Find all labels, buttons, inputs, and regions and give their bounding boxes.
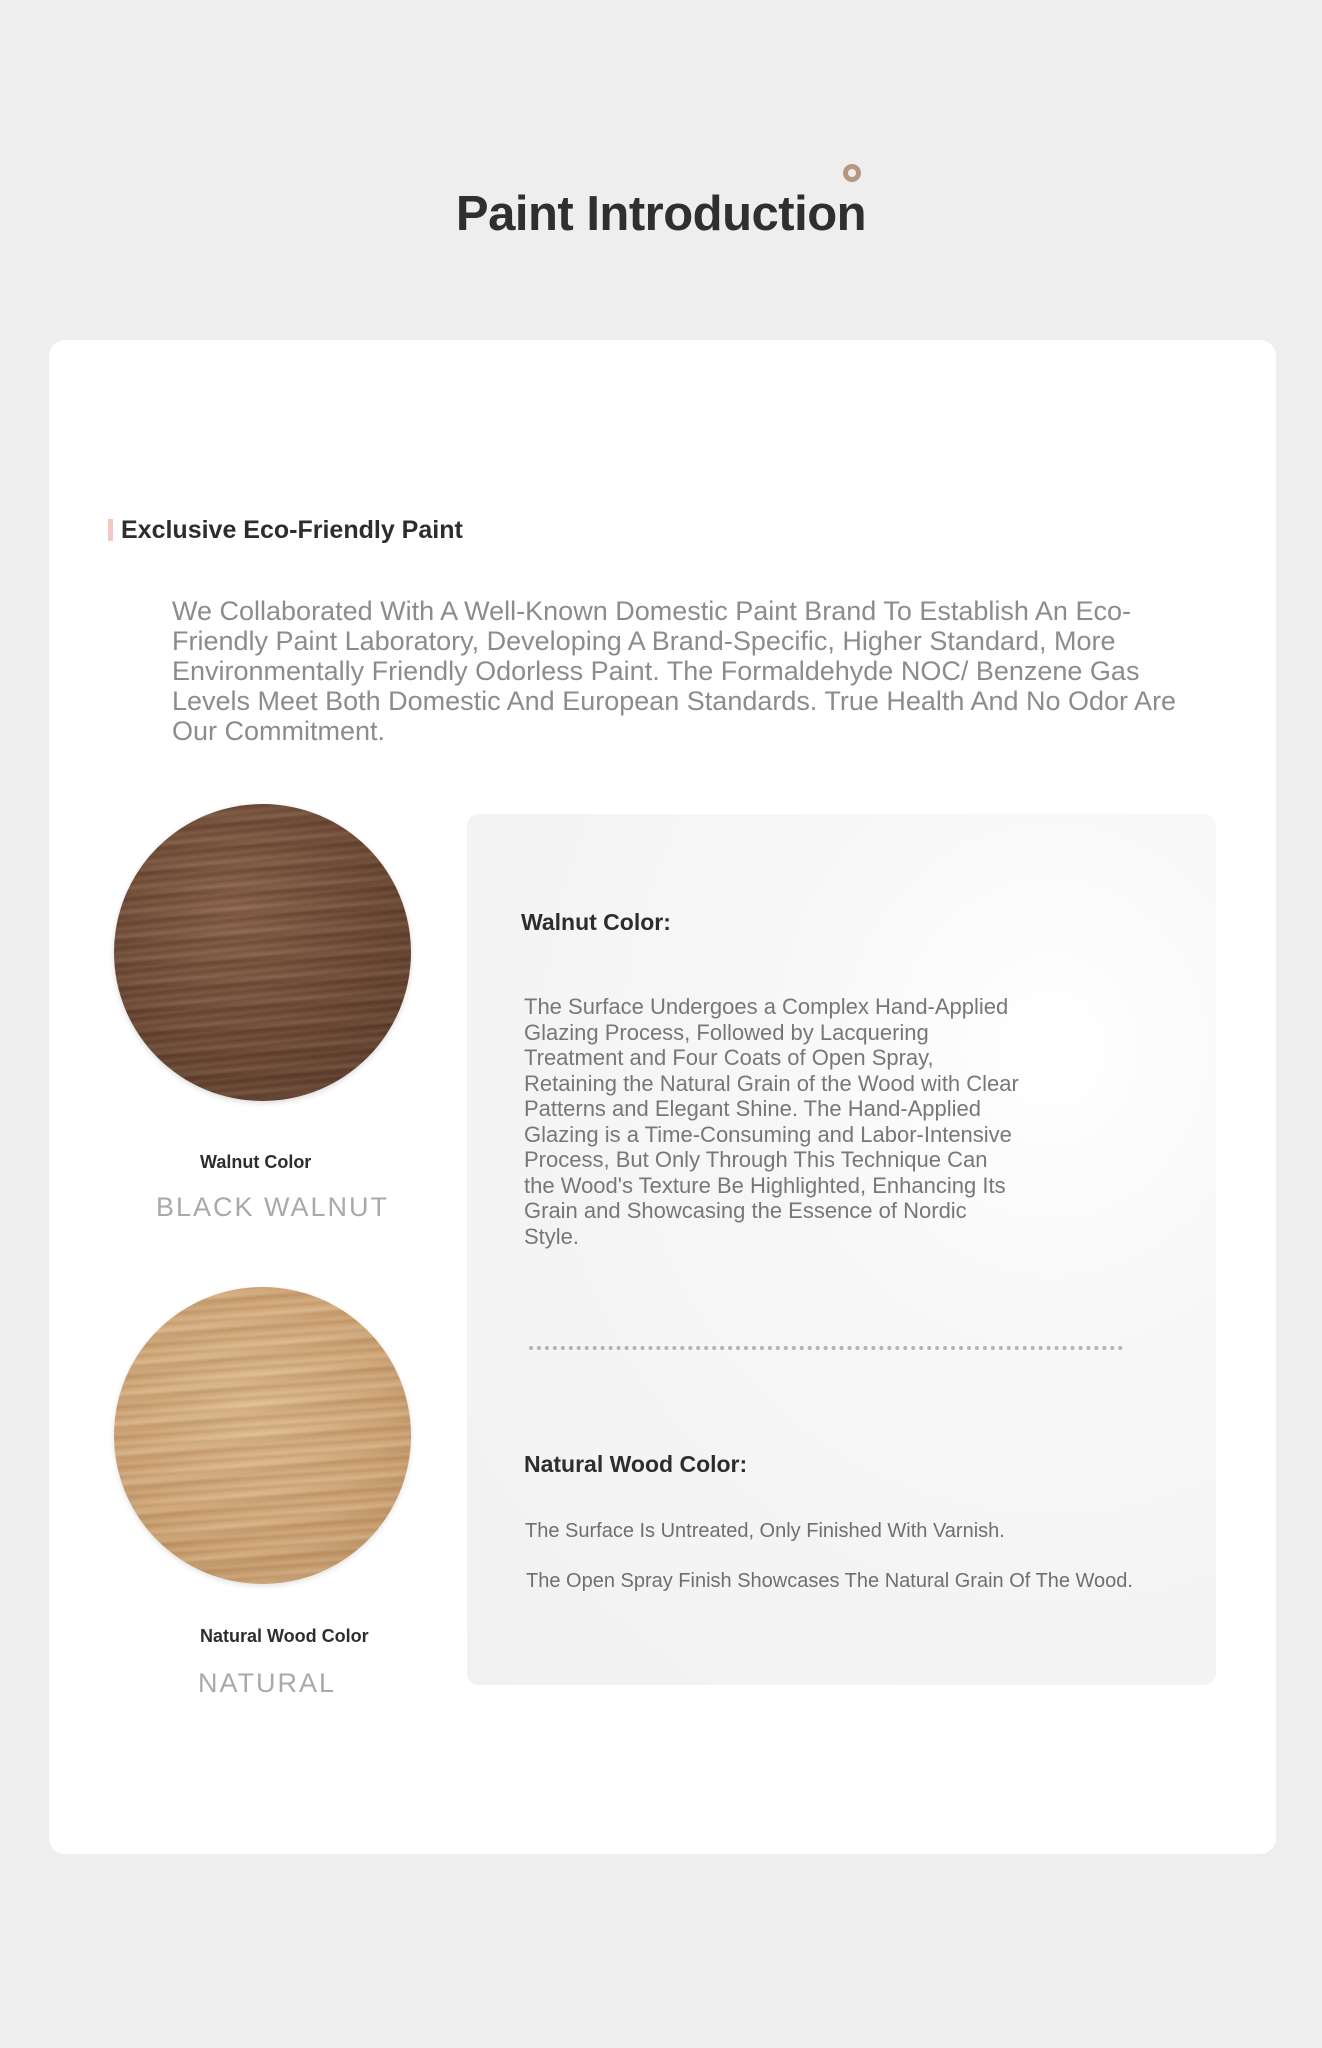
natural-swatch-label: Natural Wood Color — [200, 1626, 369, 1646]
natural-description-line-2: The Open Spray Finish Showcases The Natural Grain Of The Wood. — [526, 1570, 1133, 1592]
natural-swatch-image — [114, 1287, 411, 1584]
walnut-swatch-label: Walnut Color — [200, 1152, 312, 1172]
walnut-description: The Surface Undergoes a Complex Hand-Applied Glazing Process, Followed by Lacquering Treatment and Four Coats of Open Spray, Retaining the Natural Grain of the Wood with Clear Patterns and Elegant Shine. The Hand-Applied Glazing is a Time-Consuming and Labor-Intensive Process, But Only Through This Technique Can the Wood's Texture Be Highlighted, Enhancing Its Grain and Showcasing the Essence of Nordic Style. — [524, 994, 1019, 1249]
section-marker — [108, 519, 113, 541]
walnut-swatch-subtitle: BLACK WALNUT — [156, 1192, 390, 1222]
section-title: Exclusive Eco-Friendly Paint — [121, 516, 463, 544]
walnut-swatch-image — [114, 804, 411, 1101]
intro-paragraph: We Collaborated With A Well-Known Domestic Paint Brand To Establish An Eco-Friendly Paint Laboratory, Developing A Brand-Specific, Higher Standard, More Environmentally Friendly Odorless Paint. The Formaldehyde NOC/ Benzene Gas Levels Meet Both Domestic And European Standards. True Health And No Odor Are Our Commitment. — [172, 596, 1177, 746]
natural-swatch-subtitle: NATURAL — [198, 1668, 337, 1698]
dotted-divider — [529, 1346, 1123, 1350]
natural-description-line-1: The Surface Is Untreated, Only Finished With Varnish. — [525, 1520, 1005, 1542]
ring-decoration-icon — [843, 164, 861, 182]
natural-heading: Natural Wood Color: — [524, 1451, 748, 1477]
finish-info-panel — [467, 814, 1216, 1685]
walnut-heading: Walnut Color: — [521, 909, 671, 935]
page-title: Paint Introduction — [455, 187, 867, 241]
